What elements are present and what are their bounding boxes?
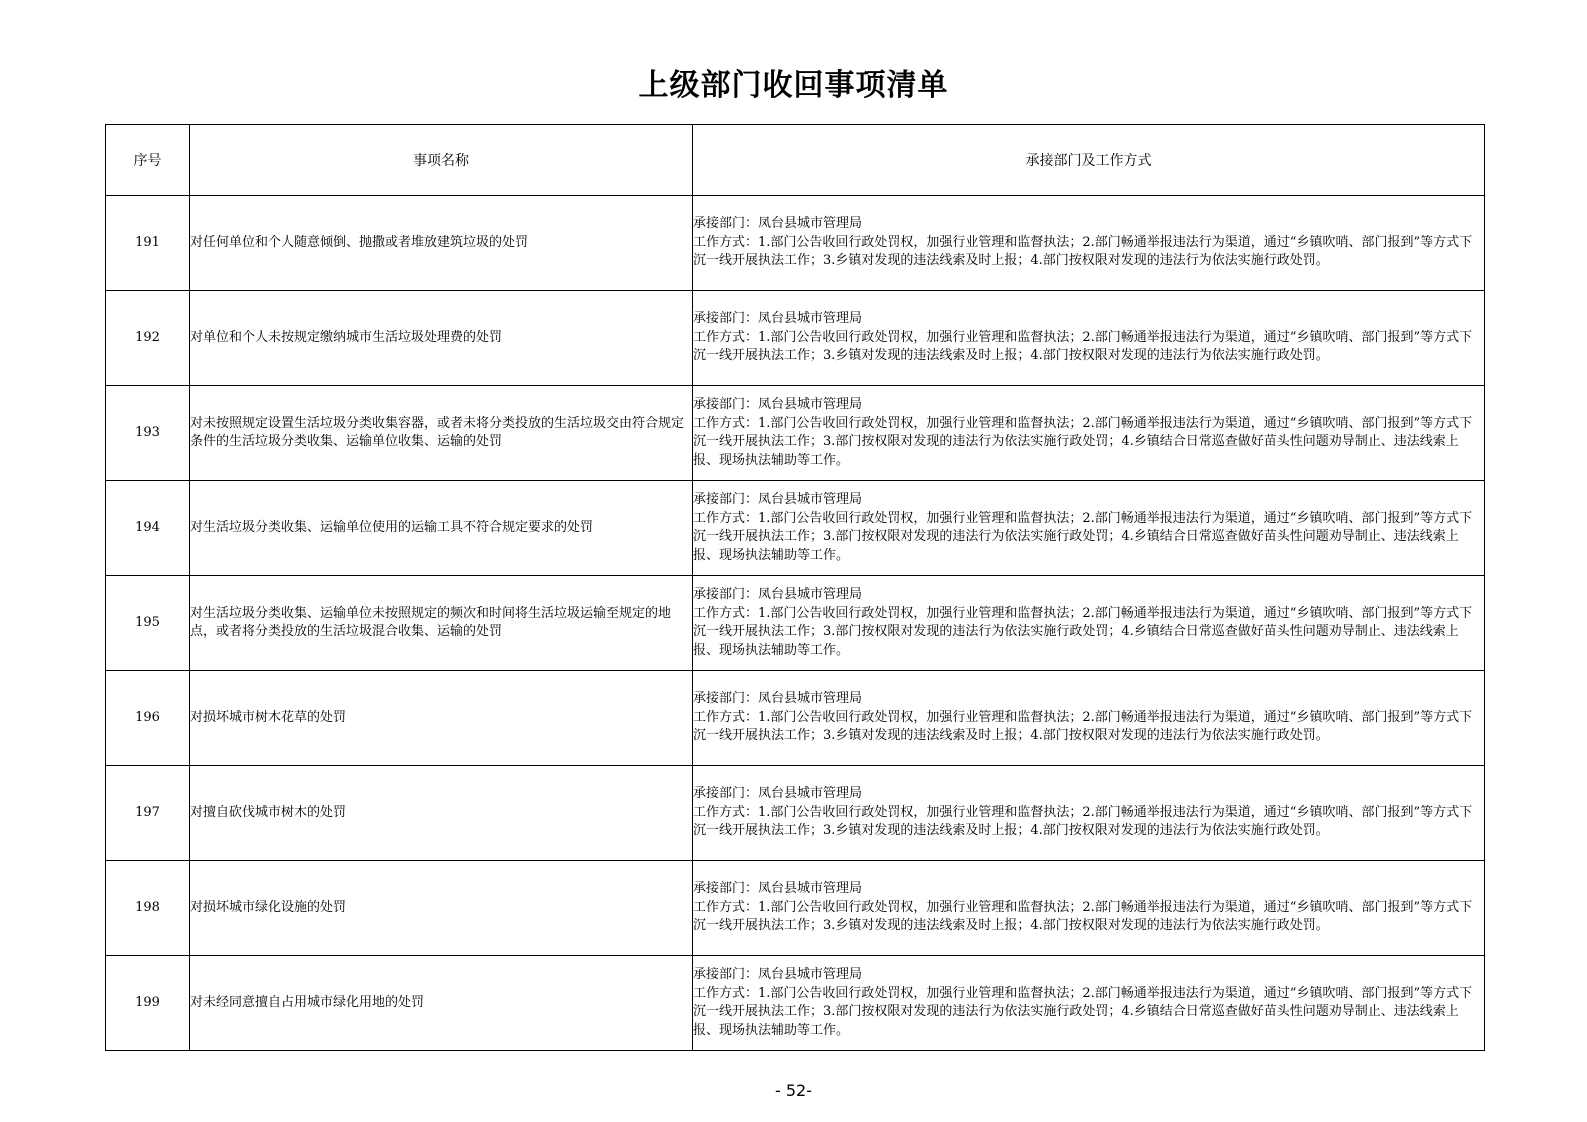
row-mode: 工作方式：1.部门公告收回行政处罚权，加强行业管理和监督执法；2.部门畅通举报违法行为渠道，通过“乡镇吹哨、部门报到”等方式下沉一线开展执法工作；3.乡镇对发现的违法线索及时上报；4.部门按权限对发现的违法行为依法实施行政处罚。	[693, 234, 1473, 269]
row-name: 对生活垃圾分类收集、运输单位未按照规定的频次和时间将生活垃圾运输至规定的地点，或者将分类投放的生活垃圾混合收集、运输的处罚	[190, 576, 693, 671]
row-dept-mode	[693, 766, 1485, 861]
row-dept: 承接部门：凤台县城市管理局	[693, 587, 863, 602]
row-mode: 工作方式：1.部门公告收回行政处罚权，加强行业管理和监督执法；2.部门畅通举报违法行为渠道，通过“乡镇吹哨、部门报到”等方式下沉一线开展执法工作；3.乡镇对发现的违法线索及时上报；4.部门按权限对发现的违法行为依法实施行政处罚。	[693, 899, 1473, 934]
row-name: 对未按照规定设置生活垃圾分类收集容器，或者未将分类投放的生活垃圾交由符合规定条件的生活垃圾分类收集、运输单位收集、运输的处罚	[190, 386, 693, 481]
table-row	[106, 481, 1485, 576]
row-name: 对损坏城市树木花草的处罚	[190, 671, 693, 766]
row-name: 对生活垃圾分类收集、运输单位使用的运输工具不符合规定要求的处罚	[190, 481, 693, 576]
row-mode: 工作方式：1.部门公告收回行政处罚权，加强行业管理和监督执法；2.部门畅通举报违法行为渠道，通过“乡镇吹哨、部门报到”等方式下沉一线开展执法工作；3.乡镇对发现的违法线索及时上报；4.部门按权限对发现的违法行为依法实施行政处罚。	[693, 329, 1473, 364]
row-name: 对擅自砍伐城市树木的处罚	[190, 766, 693, 861]
row-dept-mode	[693, 861, 1485, 956]
row-dept: 承接部门：凤台县城市管理局	[693, 492, 863, 507]
row-mode: 工作方式：1.部门公告收回行政处罚权，加强行业管理和监督执法；2.部门畅通举报违法行为渠道，通过“乡镇吹哨、部门报到”等方式下沉一线开展执法工作；3.部门按权限对发现的违法行为依法实施行政处罚；4.乡镇结合日常巡查做好苗头性问题劝导制止、违法线索上报、现场执法辅助等工作。	[693, 415, 1473, 468]
items-table	[105, 124, 1485, 1051]
header-name: 事项名称	[190, 125, 693, 196]
row-dept-mode	[693, 481, 1485, 576]
table-row	[106, 291, 1485, 386]
row-name: 对任何单位和个人随意倾倒、抛撒或者堆放建筑垃圾的处罚	[190, 196, 693, 291]
row-dept: 承接部门：凤台县城市管理局	[693, 311, 863, 327]
table-row	[106, 671, 1485, 766]
row-dept-mode	[693, 671, 1485, 766]
row-mode: 工作方式：1.部门公告收回行政处罚权，加强行业管理和监督执法；2.部门畅通举报违法行为渠道，通过“乡镇吹哨、部门报到”等方式下沉一线开展执法工作；3.部门按权限对发现的违法行为依法实施行政处罚；4.乡镇结合日常巡查做好苗头性问题劝导制止、违法线索上报、现场执法辅助等工作。	[693, 510, 1473, 563]
row-dept: 承接部门：凤台县城市管理局	[693, 881, 863, 897]
table-header-row	[106, 125, 1485, 196]
table-row	[106, 386, 1485, 481]
row-no: 191	[106, 196, 190, 291]
row-dept: 承接部门：凤台县城市管理局	[693, 967, 863, 982]
row-name: 对损坏城市绿化设施的处罚	[190, 861, 693, 956]
table-row	[106, 861, 1485, 956]
page-number: - 52-	[775, 1081, 812, 1100]
header-dept-mode: 承接部门及工作方式	[693, 125, 1485, 196]
row-name: 对单位和个人未按规定缴纳城市生活垃圾处理费的处罚	[190, 291, 693, 386]
row-dept: 承接部门：凤台县城市管理局	[693, 691, 863, 707]
page-title: 上级部门收回事项清单	[638, 68, 949, 103]
table-row	[106, 576, 1485, 671]
row-dept-mode	[693, 291, 1485, 386]
row-mode: 工作方式：1.部门公告收回行政处罚权，加强行业管理和监督执法；2.部门畅通举报违法行为渠道，通过“乡镇吹哨、部门报到”等方式下沉一线开展执法工作；3.乡镇对发现的违法线索及时上报；4.部门按权限对发现的违法行为依法实施行政处罚。	[693, 709, 1473, 744]
row-no: 194	[106, 481, 190, 576]
row-dept: 承接部门：凤台县城市管理局	[693, 786, 863, 802]
row-dept-mode	[693, 386, 1485, 481]
row-dept: 承接部门：凤台县城市管理局	[693, 216, 863, 232]
row-no: 192	[106, 291, 190, 386]
row-mode: 工作方式：1.部门公告收回行政处罚权，加强行业管理和监督执法；2.部门畅通举报违法行为渠道，通过“乡镇吹哨、部门报到”等方式下沉一线开展执法工作；3.部门按权限对发现的违法行为依法实施行政处罚；4.乡镇结合日常巡查做好苗头性问题劝导制止、违法线索上报、现场执法辅助等工作。	[693, 605, 1473, 658]
table-row	[106, 956, 1485, 1051]
row-dept-mode	[693, 576, 1485, 671]
row-dept-mode	[693, 956, 1485, 1051]
header-no: 序号	[106, 125, 190, 196]
row-no: 196	[106, 671, 190, 766]
table-row	[106, 196, 1485, 291]
row-no: 198	[106, 861, 190, 956]
row-mode: 工作方式：1.部门公告收回行政处罚权，加强行业管理和监督执法；2.部门畅通举报违法行为渠道，通过“乡镇吹哨、部门报到”等方式下沉一线开展执法工作；3.部门按权限对发现的违法行为依法实施行政处罚；4.乡镇结合日常巡查做好苗头性问题劝导制止、违法线索上报、现场执法辅助等工作。	[693, 985, 1473, 1038]
table-row	[106, 766, 1485, 861]
row-name: 对未经同意擅自占用城市绿化用地的处罚	[190, 956, 693, 1051]
row-no: 197	[106, 766, 190, 861]
row-dept: 承接部门：凤台县城市管理局	[693, 397, 863, 412]
row-mode: 工作方式：1.部门公告收回行政处罚权，加强行业管理和监督执法；2.部门畅通举报违法行为渠道，通过“乡镇吹哨、部门报到”等方式下沉一线开展执法工作；3.乡镇对发现的违法线索及时上报；4.部门按权限对发现的违法行为依法实施行政处罚。	[693, 804, 1473, 839]
row-dept-mode	[693, 196, 1485, 291]
row-no: 193	[106, 386, 190, 481]
row-no: 199	[106, 956, 190, 1051]
row-no: 195	[106, 576, 190, 671]
